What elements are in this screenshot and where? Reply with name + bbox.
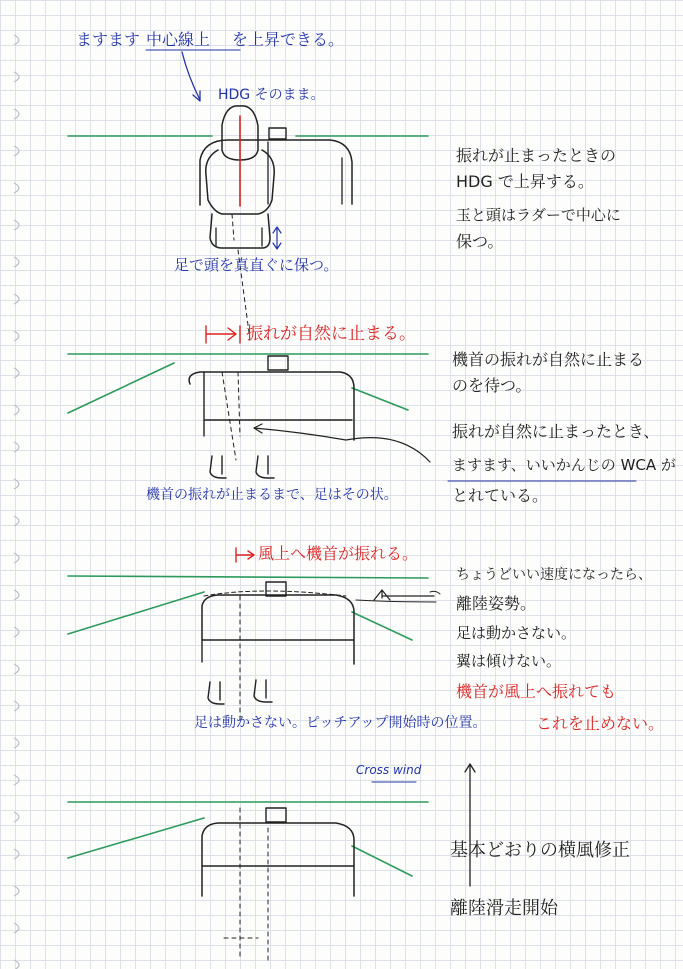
foot-note-1: 足で頭を真直ぐに保つ。	[174, 256, 339, 274]
compass-box	[266, 582, 286, 596]
pointer-arrow	[254, 428, 430, 462]
horizon-line	[68, 576, 428, 578]
top-note-centerline: 中心線上	[146, 30, 211, 49]
ground-line-left	[68, 363, 174, 413]
red-arrow	[206, 326, 240, 343]
side-note-2a: 機首の振れが自然に止まる	[452, 350, 645, 369]
ground-line-right	[352, 846, 412, 876]
crosswind-label: Cross wind	[356, 763, 422, 777]
side-note-1a: 振れが止まったときの	[456, 146, 617, 165]
side-note-3c: 足は動かさない。	[456, 624, 577, 642]
top-note-c: を上昇できる。	[232, 30, 345, 49]
pilot-seat	[210, 214, 270, 248]
centerline-dash	[222, 372, 236, 460]
compass-box	[269, 128, 286, 139]
side-note-2b: のを待つ。	[452, 376, 532, 395]
red-side-note-3a: 機首が風上へ振れても	[456, 682, 617, 701]
pointer-arrow	[182, 52, 200, 100]
side-note-3d: 翼は傾けない。	[456, 652, 562, 670]
side-note-1d: 保つ。	[456, 232, 504, 251]
pointer-arrow	[356, 600, 436, 602]
centerline-dash	[224, 808, 258, 960]
foot-note-2: 機首の振れが止まるまで、足はその状。	[146, 487, 398, 503]
side-note-1b: HDG で上昇する。	[456, 172, 594, 191]
compass-box	[266, 808, 286, 822]
centerline-dash	[232, 214, 250, 340]
foot-note-3: 足は動かさない。ピッチアップ開始時の位置。	[194, 715, 487, 731]
ground-line-right	[352, 612, 412, 640]
red-side-note-3b: これを止めない。	[536, 714, 665, 733]
pilot-feet	[216, 228, 262, 246]
instrument-panel	[200, 140, 352, 205]
ground-line-left	[68, 592, 204, 634]
ground-line-left	[68, 818, 204, 858]
compass-box	[268, 356, 288, 370]
centerline-dash	[238, 372, 240, 436]
side-note-4a: 基本どおりの横風修正	[450, 840, 630, 861]
red-arrow	[236, 548, 254, 562]
section4-sketch	[68, 764, 475, 960]
red-note-3: 風上へ機首が振れる。	[258, 544, 419, 563]
pilot-feet	[210, 456, 274, 478]
side-note-2d: ますます、いいかんじの WCA が	[452, 456, 676, 474]
side-note-2e: とれている。	[452, 486, 549, 505]
hdg-note: HDG そのまま。	[218, 87, 325, 103]
top-note-a: ますます	[76, 30, 141, 49]
pointer-arrow	[374, 590, 434, 600]
section3-sketch	[68, 544, 440, 720]
side-note-4b: 離陸滑走開始	[450, 898, 558, 919]
red-note-2: 振れが自然に止まる。	[246, 324, 416, 344]
side-note-1c: 玉と頭はラダーで中心に	[456, 206, 621, 224]
side-note-3a: ちょうどいい速度になったら、	[456, 567, 652, 583]
side-note-2c: 振れが自然に止まったとき、	[452, 422, 660, 441]
instrument-panel	[202, 595, 354, 664]
panel-body	[204, 372, 352, 436]
side-note-3b: 離陸姿勢。	[456, 594, 537, 613]
ground-line-right	[352, 388, 408, 410]
foot-arrow	[273, 227, 281, 249]
instrument-panel	[202, 823, 354, 896]
pointer-arrowhead	[430, 591, 440, 594]
